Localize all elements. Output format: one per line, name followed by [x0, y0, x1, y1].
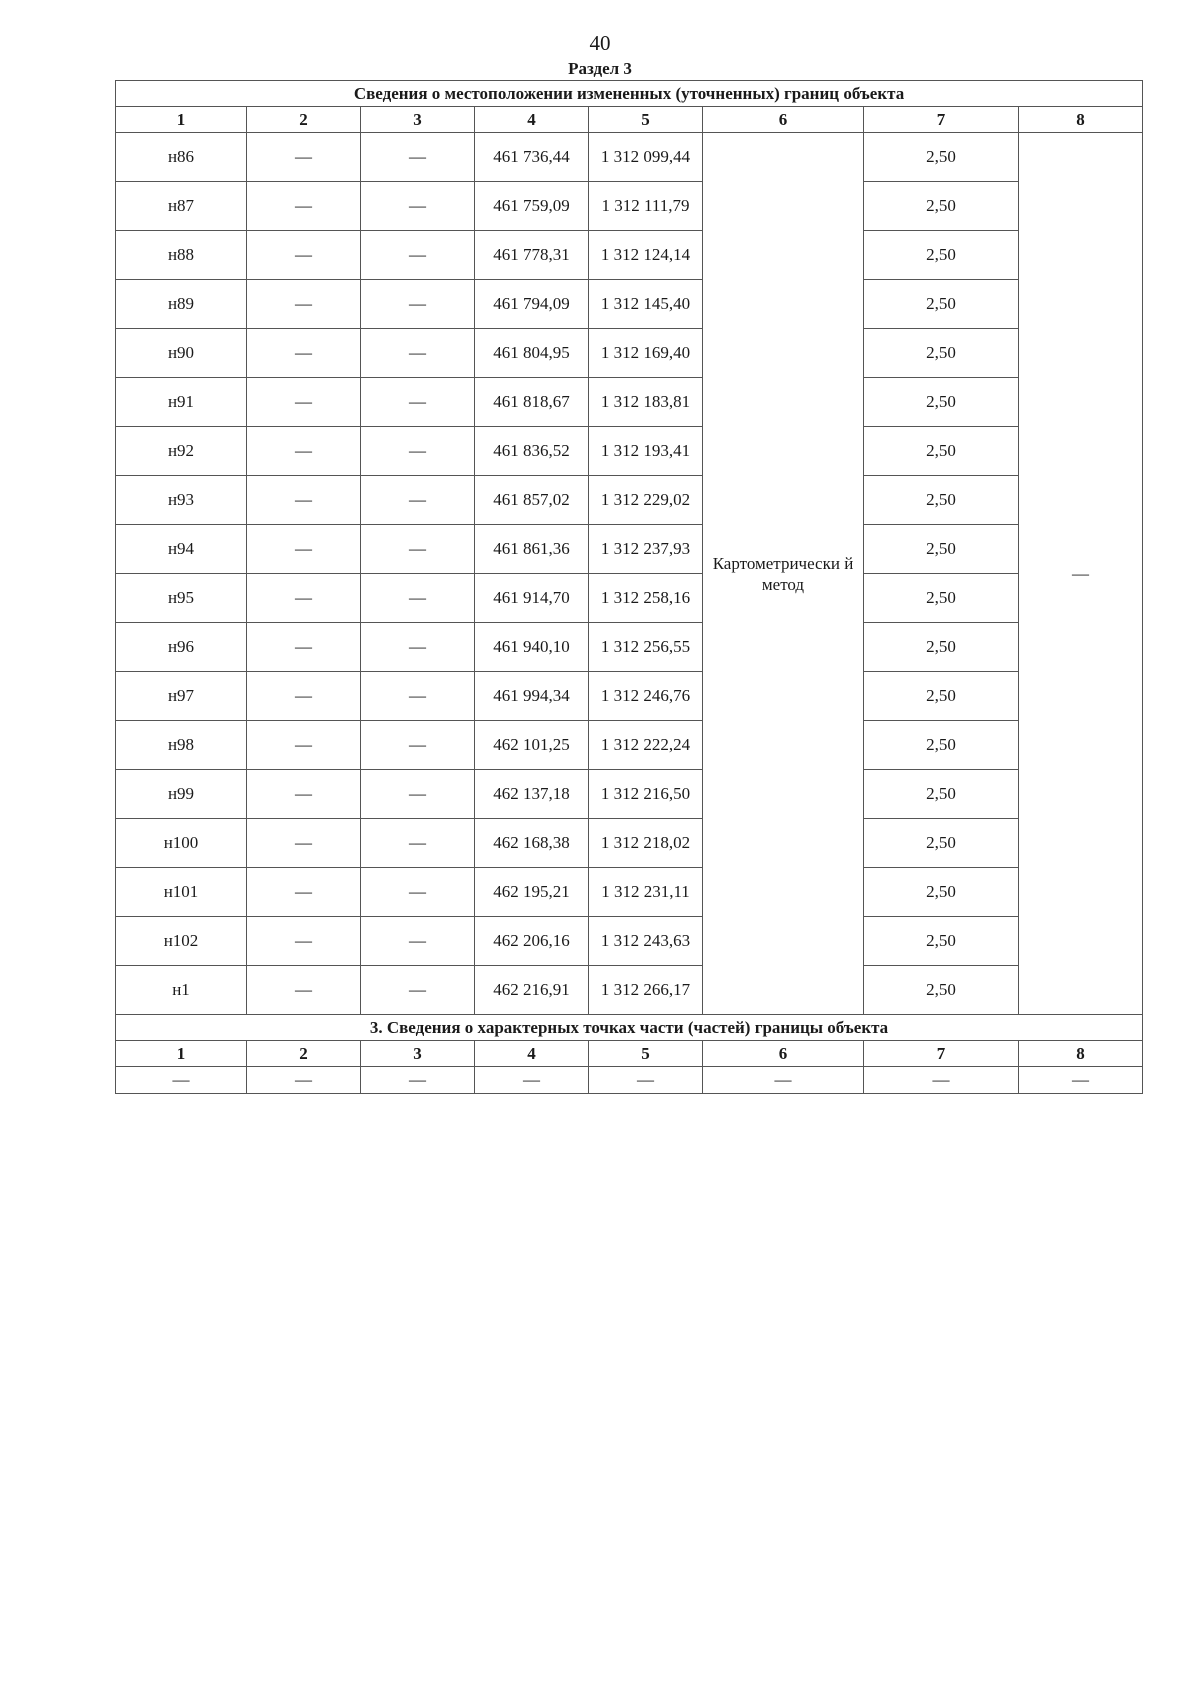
x-coordinate-cell: 461 836,52: [475, 427, 589, 476]
table-title: Сведения о местоположении измененных (уточненных) границ объекта: [116, 81, 1143, 107]
point-name-cell: н94: [116, 525, 247, 574]
col3-cell: —: [361, 133, 475, 182]
col2-cell: —: [247, 819, 361, 868]
subsection-row: [116, 1067, 1143, 1094]
precision-cell: 2,50: [864, 427, 1019, 476]
point-name-cell: н92: [116, 427, 247, 476]
x-coordinate-cell: 462 206,16: [475, 917, 589, 966]
y-coordinate-cell: 1 312 169,40: [589, 329, 703, 378]
table-row: [116, 427, 1143, 476]
table-row: [116, 917, 1143, 966]
table-row: [116, 966, 1143, 1015]
x-coordinate-cell: 461 794,09: [475, 280, 589, 329]
col3-cell: —: [361, 329, 475, 378]
col3-cell: —: [361, 525, 475, 574]
col3-cell: —: [361, 623, 475, 672]
point-name-cell: н93: [116, 476, 247, 525]
col2-cell: —: [247, 917, 361, 966]
point-name-cell: н101: [116, 868, 247, 917]
y-coordinate-cell: 1 312 218,02: [589, 819, 703, 868]
subsection-cell: —: [247, 1067, 361, 1094]
subsection-cell: —: [475, 1067, 589, 1094]
x-coordinate-cell: 462 195,21: [475, 868, 589, 917]
precision-cell: 2,50: [864, 133, 1019, 182]
column-header-row: [116, 107, 1143, 133]
y-coordinate-cell: 1 312 099,44: [589, 133, 703, 182]
precision-cell: 2,50: [864, 525, 1019, 574]
subsection-cell: —: [864, 1067, 1019, 1094]
col2-cell: —: [247, 525, 361, 574]
y-coordinate-cell: 1 312 124,14: [589, 231, 703, 280]
point-name-cell: н86: [116, 133, 247, 182]
col2-cell: —: [247, 574, 361, 623]
method-cell: Картометрически й метод: [703, 133, 864, 1015]
column-header: 6: [703, 107, 864, 133]
column-header: 8: [1019, 107, 1143, 133]
x-coordinate-cell: 461 759,09: [475, 182, 589, 231]
point-name-cell: н98: [116, 721, 247, 770]
col2-cell: —: [247, 721, 361, 770]
precision-cell: 2,50: [864, 378, 1019, 427]
y-coordinate-cell: 1 312 111,79: [589, 182, 703, 231]
table-row: [116, 868, 1143, 917]
col2-cell: —: [247, 133, 361, 182]
subsection-cell: —: [1019, 1067, 1143, 1094]
subsection-title: 3. Сведения о характерных точках части (частей) границы объекта: [116, 1015, 1143, 1041]
x-coordinate-cell: 461 861,36: [475, 525, 589, 574]
col3-cell: —: [361, 574, 475, 623]
col2-cell: —: [247, 623, 361, 672]
y-coordinate-cell: 1 312 256,55: [589, 623, 703, 672]
x-coordinate-cell: 462 137,18: [475, 770, 589, 819]
col2-cell: —: [247, 329, 361, 378]
table-row: [116, 721, 1143, 770]
y-coordinate-cell: 1 312 243,63: [589, 917, 703, 966]
page-number: 40: [589, 31, 611, 55]
subsection-column-header: 5: [589, 1041, 703, 1067]
point-name-cell: н102: [116, 917, 247, 966]
precision-cell: 2,50: [864, 819, 1019, 868]
col2-cell: —: [247, 182, 361, 231]
precision-cell: 2,50: [864, 721, 1019, 770]
x-coordinate-cell: 461 857,02: [475, 476, 589, 525]
col2-cell: —: [247, 672, 361, 721]
col3-cell: —: [361, 378, 475, 427]
point-name-cell: н99: [116, 770, 247, 819]
table-row: [116, 819, 1143, 868]
column-header: 1: [116, 107, 247, 133]
precision-cell: 2,50: [864, 280, 1019, 329]
point-name-cell: н87: [116, 182, 247, 231]
col2-cell: —: [247, 427, 361, 476]
table-row: [116, 672, 1143, 721]
col8-cell: —: [1019, 133, 1143, 1015]
y-coordinate-cell: 1 312 183,81: [589, 378, 703, 427]
x-coordinate-cell: 461 940,10: [475, 623, 589, 672]
point-name-cell: н97: [116, 672, 247, 721]
col3-cell: —: [361, 427, 475, 476]
point-name-cell: н90: [116, 329, 247, 378]
subsection-cell: —: [361, 1067, 475, 1094]
y-coordinate-cell: 1 312 222,24: [589, 721, 703, 770]
col3-cell: —: [361, 917, 475, 966]
col2-cell: —: [247, 280, 361, 329]
y-coordinate-cell: 1 312 231,11: [589, 868, 703, 917]
precision-cell: 2,50: [864, 770, 1019, 819]
column-header: 2: [247, 107, 361, 133]
x-coordinate-cell: 461 818,67: [475, 378, 589, 427]
x-coordinate-cell: 461 994,34: [475, 672, 589, 721]
point-name-cell: н1: [116, 966, 247, 1015]
point-name-cell: н96: [116, 623, 247, 672]
x-coordinate-cell: 461 736,44: [475, 133, 589, 182]
precision-cell: 2,50: [864, 623, 1019, 672]
subsection-column-header: 4: [475, 1041, 589, 1067]
col3-cell: —: [361, 280, 475, 329]
point-name-cell: н89: [116, 280, 247, 329]
x-coordinate-cell: 462 216,91: [475, 966, 589, 1015]
table-title-row: [116, 81, 1143, 107]
precision-cell: 2,50: [864, 476, 1019, 525]
subsection-column-header: 1: [116, 1041, 247, 1067]
column-header: 3: [361, 107, 475, 133]
x-coordinate-cell: 461 778,31: [475, 231, 589, 280]
y-coordinate-cell: 1 312 229,02: [589, 476, 703, 525]
y-coordinate-cell: 1 312 246,76: [589, 672, 703, 721]
subsection-column-header: 6: [703, 1041, 864, 1067]
precision-cell: 2,50: [864, 231, 1019, 280]
col3-cell: —: [361, 721, 475, 770]
point-name-cell: н95: [116, 574, 247, 623]
precision-cell: 2,50: [864, 329, 1019, 378]
precision-cell: 2,50: [864, 868, 1019, 917]
y-coordinate-cell: 1 312 258,16: [589, 574, 703, 623]
table-row: [116, 329, 1143, 378]
col2-cell: —: [247, 476, 361, 525]
col3-cell: —: [361, 476, 475, 525]
table-row: [116, 231, 1143, 280]
subsection-column-header-row: [116, 1041, 1143, 1067]
subsection-title-row: [116, 1015, 1143, 1041]
y-coordinate-cell: 1 312 266,17: [589, 966, 703, 1015]
subsection-column-header: 8: [1019, 1041, 1143, 1067]
subsection-cell: —: [116, 1067, 247, 1094]
col2-cell: —: [247, 966, 361, 1015]
subsection-column-header: 3: [361, 1041, 475, 1067]
col2-cell: —: [247, 378, 361, 427]
column-header: 4: [475, 107, 589, 133]
subsection-column-header: 2: [247, 1041, 361, 1067]
subsection-cell: —: [703, 1067, 864, 1094]
table-row: [116, 280, 1143, 329]
x-coordinate-cell: 462 168,38: [475, 819, 589, 868]
y-coordinate-cell: 1 312 216,50: [589, 770, 703, 819]
y-coordinate-cell: 1 312 145,40: [589, 280, 703, 329]
col3-cell: —: [361, 868, 475, 917]
precision-cell: 2,50: [864, 966, 1019, 1015]
x-coordinate-cell: 461 914,70: [475, 574, 589, 623]
point-name-cell: н91: [116, 378, 247, 427]
table-row: [116, 770, 1143, 819]
precision-cell: 2,50: [864, 672, 1019, 721]
table-row: [116, 133, 1143, 182]
col2-cell: —: [247, 231, 361, 280]
table-row: [116, 574, 1143, 623]
x-coordinate-cell: 462 101,25: [475, 721, 589, 770]
col3-cell: —: [361, 182, 475, 231]
column-header: 5: [589, 107, 703, 133]
precision-cell: 2,50: [864, 917, 1019, 966]
precision-cell: 2,50: [864, 574, 1019, 623]
boundary-coordinates-table: [115, 80, 1143, 1094]
table-row: [116, 378, 1143, 427]
col2-cell: —: [247, 868, 361, 917]
table-row: [116, 476, 1143, 525]
col3-cell: —: [361, 966, 475, 1015]
point-name-cell: н100: [116, 819, 247, 868]
subsection-column-header: 7: [864, 1041, 1019, 1067]
col3-cell: —: [361, 672, 475, 721]
section-title: Раздел 3: [568, 59, 632, 78]
col2-cell: —: [247, 770, 361, 819]
precision-cell: 2,50: [864, 182, 1019, 231]
y-coordinate-cell: 1 312 237,93: [589, 525, 703, 574]
table-row: [116, 525, 1143, 574]
x-coordinate-cell: 461 804,95: [475, 329, 589, 378]
table-row: [116, 623, 1143, 672]
subsection-cell: —: [589, 1067, 703, 1094]
y-coordinate-cell: 1 312 193,41: [589, 427, 703, 476]
col3-cell: —: [361, 819, 475, 868]
col3-cell: —: [361, 231, 475, 280]
column-header: 7: [864, 107, 1019, 133]
table-row: [116, 182, 1143, 231]
point-name-cell: н88: [116, 231, 247, 280]
col3-cell: —: [361, 770, 475, 819]
